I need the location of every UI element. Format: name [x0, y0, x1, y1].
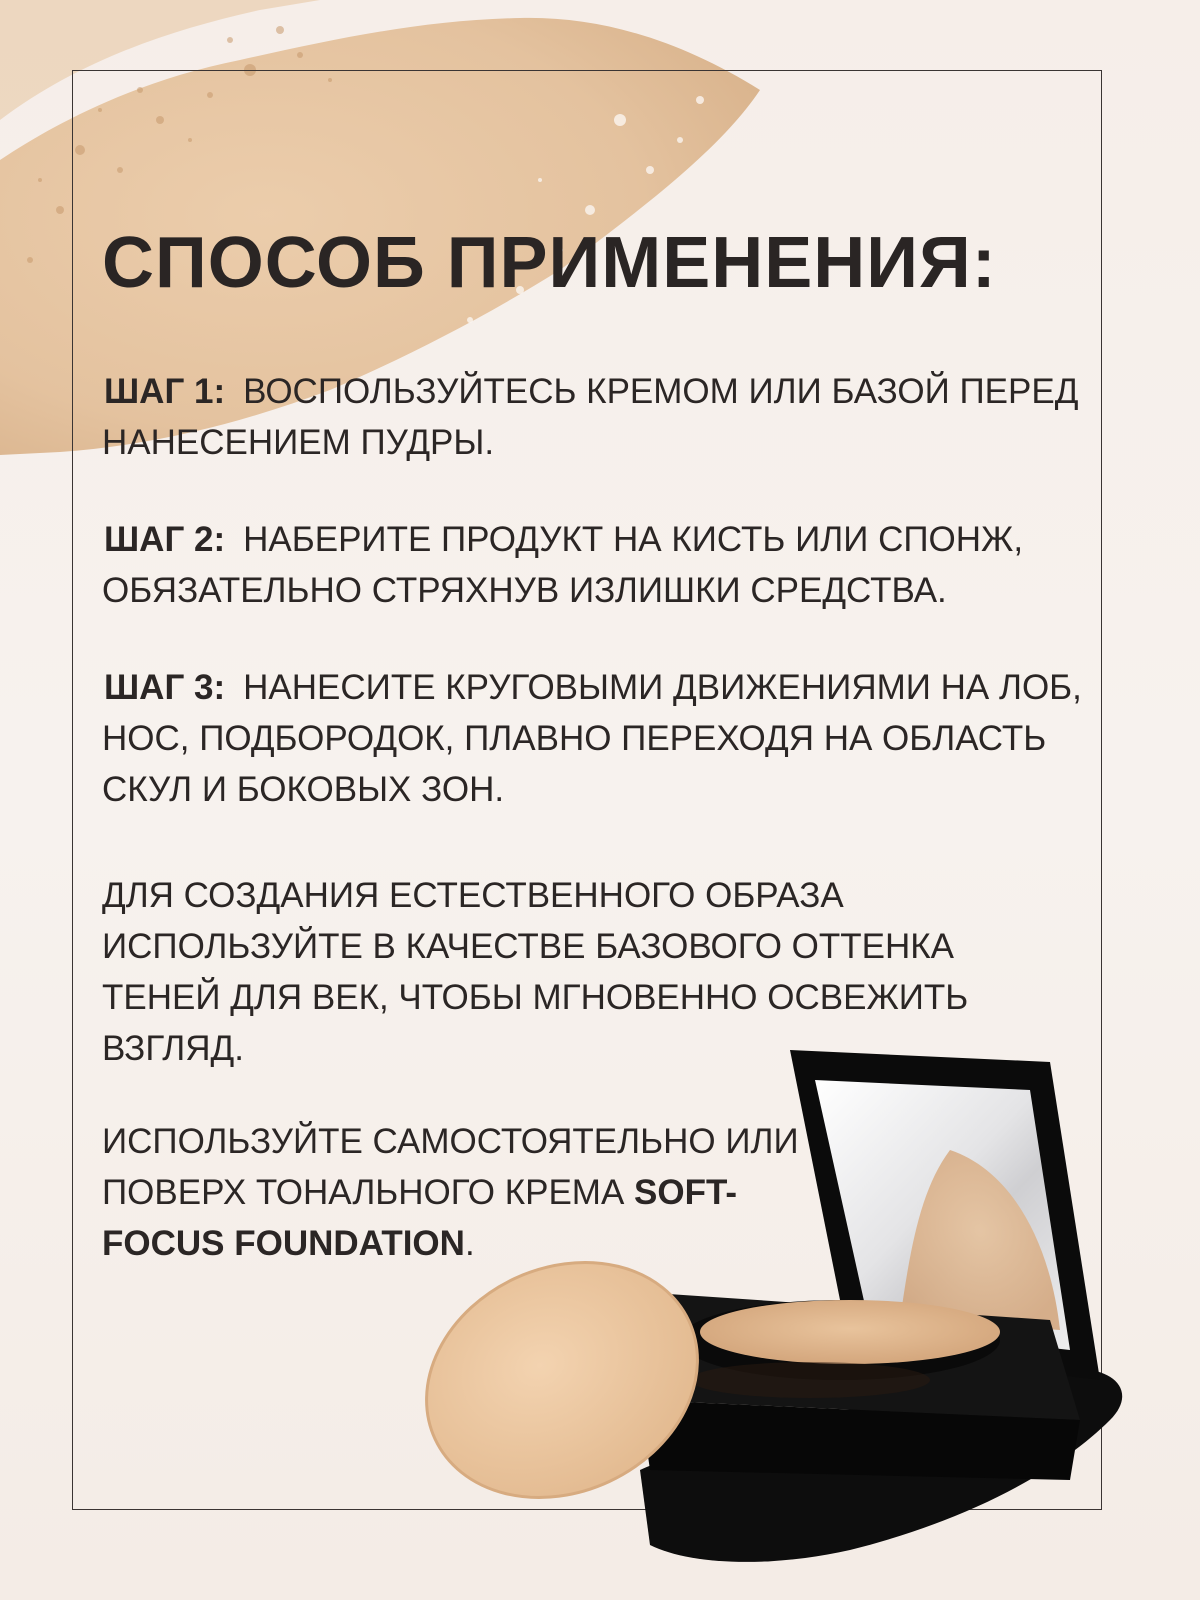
step-1-text: ВОСПОЛЬЗУЙТЕСЬ КРЕМОМ ИЛИ БАЗОЙ ПЕРЕД НАНЕСЕНИЕМ ПУДРЫ.	[102, 372, 1079, 462]
compact-powder-product	[410, 1050, 1130, 1570]
natural-look-tip: ДЛЯ СОЗДАНИЯ ЕСТЕСТВЕННОГО ОБРАЗА ИСПОЛЬЗУЙТЕ В КАЧЕСТВЕ БАЗОВОГО ОТТЕНКА ТЕНЕЙ ДЛЯ ВЕК, ЧТОБЫ МГНОВЕННО ОСВЕЖИТЬ ВЗГЛЯД.	[102, 876, 969, 1068]
step-1-label: ШАГ 1:	[102, 366, 231, 417]
step-2	[102, 514, 1122, 616]
page-title: СПОСОБ ПРИМЕНЕНИЯ:	[102, 223, 997, 303]
step-2-label: ШАГ 2:	[102, 514, 231, 565]
step-3	[102, 662, 1122, 815]
foundation-brand-name: SOFT-FOCUS FOUNDATION	[102, 1173, 738, 1263]
usage-tip-text: ИСПОЛЬЗУЙТЕ САМОСТОЯТЕЛЬНО ИЛИ ПОВЕРХ ТОНАЛЬНОГО КРЕМА	[102, 1122, 799, 1212]
step-1	[102, 366, 1122, 468]
step-3-label: ШАГ 3:	[102, 662, 231, 713]
step-2-text: НАБЕРИТЕ ПРОДУКТ НА КИСТЬ ИЛИ СПОНЖ, ОБЯЗАТЕЛЬНО СТРЯХНУВ ИЗЛИШКИ СРЕДСТВА.	[102, 520, 1024, 610]
step-3-text: НАНЕСИТЕ КРУГОВЫМИ ДВИЖЕНИЯМИ НА ЛОБ, НОС, ПОДБОРОДОК, ПЛАВНО ПЕРЕХОДЯ НА ОБЛАСТЬ СКУЛ И БОКОВЫХ ЗОН.	[102, 668, 1082, 809]
usage-tip-end: .	[464, 1224, 475, 1263]
